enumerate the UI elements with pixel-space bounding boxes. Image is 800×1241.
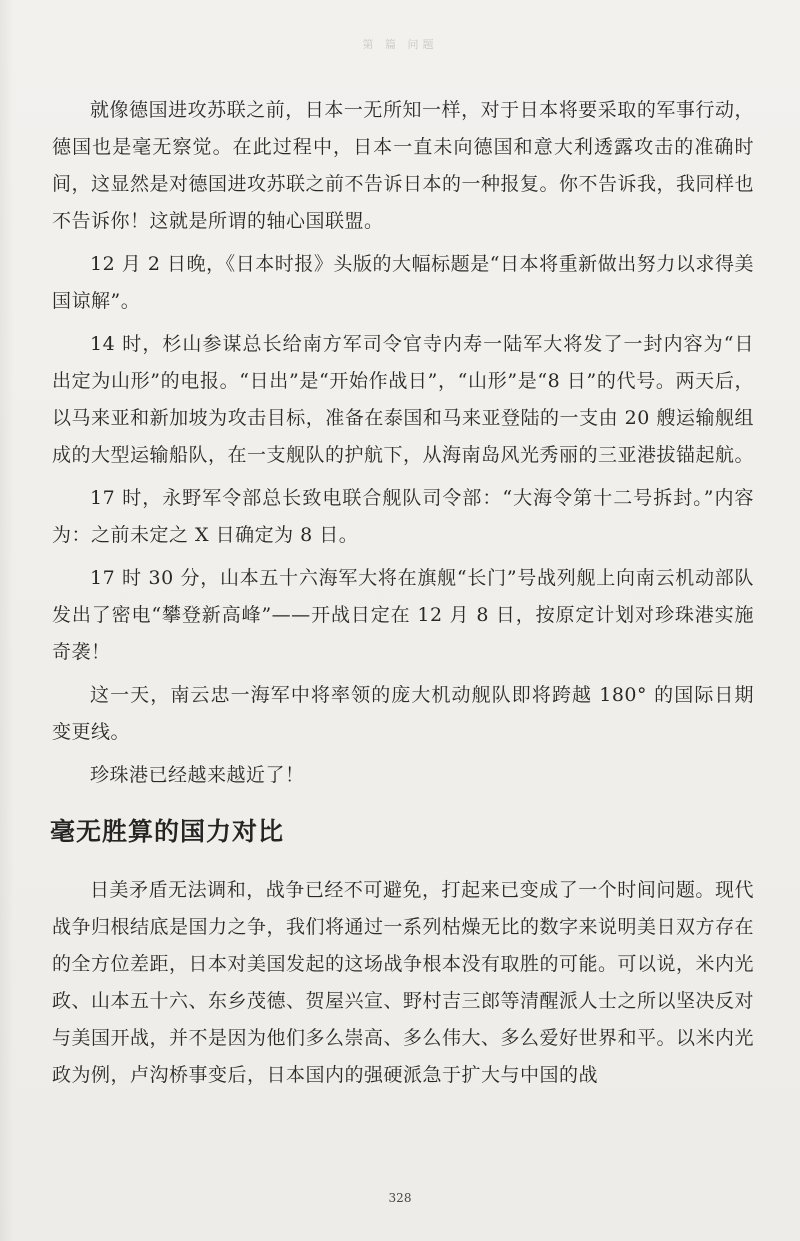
paragraph-sugiyama-telegram: 14 时，杉山参谋总长给南方军司令官寺内寿一陆军大将发了一封内容为“日出定为山形”的电报。“日出”是“开始作战日”，“山形”是“8 日”的代号。两天后，以马来亚和新加坡为攻击目标，准备在泰国和马来亚登陆的一支由 20 艘运输舰组成的大型运输船队，在一支舰队的护航下，从海南岛风光秀丽的三亚港拔锚起航。	[52, 333, 755, 466]
paragraph-japan-times-headline: 12 月 2 日晚，《日本时报》头版的大幅标题是“日本将重新做出努力以求得美国谅解”。	[52, 253, 754, 312]
page-number: 328	[388, 1191, 412, 1205]
page-body	[52, 92, 754, 1100]
paragraph-date-line: 这一天，南云忠一海军中将率领的庞大机动舰队即将跨越 180° 的国际日期变更线。	[52, 684, 754, 743]
paragraph-yamamoto-signal: 17 时 30 分，山本五十六海军大将在旗舰“长门”号战列舰上向南云机动部队发出了密电“攀登新高峰”——开战日定在 12 月 8 日，按原定计划对珍珠港实施奇袭！	[52, 567, 754, 663]
running-head: 第 篇 问题	[362, 38, 438, 51]
section-title: 毫无胜算的国力对比	[50, 817, 285, 846]
paragraph-axis-secrecy: 就像德国进攻苏联之前，日本一无所知一样，对于日本将要采取的军事行动，德国也是毫无察觉。在此过程中，日本一直未向德国和意大利透露攻击的准确时间，这显然是对德国进攻苏联之前不告诉日本的一种报复。你不告诉我，我同样也不告诉你！这就是所谓的轴心国联盟。	[52, 99, 755, 232]
paragraph-pearl-harbor-near: 珍珠港已经越来越近了！	[90, 764, 305, 786]
paragraph-national-power: 日美矛盾无法调和，战争已经不可避免，打起来已变成了一个时间问题。现代战争归根结底是国力之争，我们将通过一系列枯燥无比的数字来说明美日双方存在的全方位差距，日本对美国发起的这场战争根本没有取胜的可能。可以说，米内光政、山本五十六、东乡茂德、贺屋兴宣、野村吉三郎等清醒派人士之所以坚决反对与美国开战，并不是因为他们多么崇高、多么伟大、多么爱好世界和平。以米内光政为例，卢沟桥事变后，日本国内的强硬派急于扩大与中国的战	[52, 879, 755, 1086]
paragraph-nagano-order: 17 时，永野军令部总长致电联合舰队司令部：“大海令第十二号拆封。”内容为：之前未定之 X 日确定为 8 日。	[52, 487, 754, 546]
